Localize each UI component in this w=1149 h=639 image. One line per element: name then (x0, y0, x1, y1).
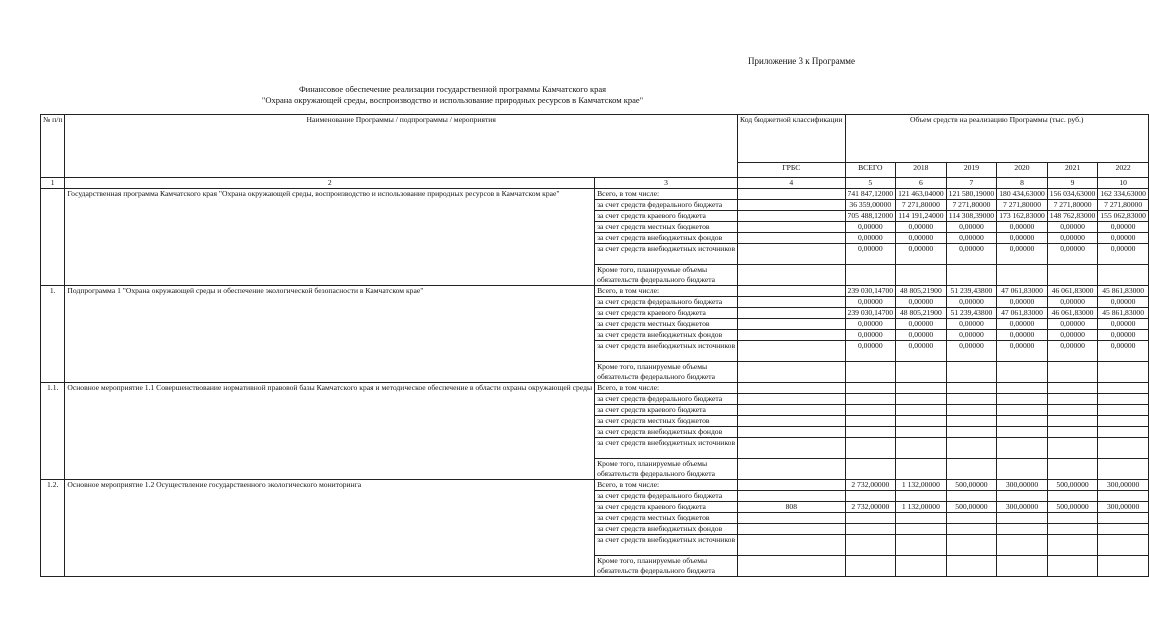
amount-year: 7 271,80000 (1047, 200, 1098, 211)
amount-year (1098, 427, 1149, 438)
amount-year: 500,00000 (946, 480, 997, 491)
amount-year: 180 434,63000 (997, 189, 1048, 200)
amount-year: 0,00000 (896, 341, 947, 362)
amount-total: 705 488,12000 (845, 211, 896, 222)
table-row (41, 286, 1149, 297)
header-year-2019: 2019 (946, 163, 997, 178)
amount-year: 0,00000 (1098, 297, 1149, 308)
amount-year (997, 524, 1048, 535)
amount-year (997, 459, 1048, 480)
amount-year (1098, 265, 1149, 286)
header-name: Наименование Программы / подпрограммы / мероприятия (65, 115, 738, 178)
table-row (41, 480, 1149, 491)
amount-year (896, 459, 947, 480)
amount-year (1047, 438, 1098, 459)
amount-year: 156 034,63000 (1047, 189, 1098, 200)
grbs-code (738, 416, 845, 427)
amount-total (845, 535, 896, 556)
funding-source-total: Всего, в том числе: (595, 189, 738, 200)
amount-year: 0,00000 (896, 222, 947, 233)
amount-year: 7 271,80000 (896, 200, 947, 211)
amount-year: 0,00000 (1047, 330, 1098, 341)
amount-year: 0,00000 (1098, 244, 1149, 265)
amount-year (946, 427, 997, 438)
funding-source-offbudget: за счет средств внебюджетных источников (595, 535, 738, 556)
amount-year (1098, 416, 1149, 427)
amount-year: 155 062,83000 (1098, 211, 1149, 222)
amount-year (997, 383, 1048, 394)
grbs-code (738, 244, 845, 265)
amount-year: 0,00000 (946, 319, 997, 330)
funding-source-federal: за счет средств федерального бюджета (595, 200, 738, 211)
amount-year: 0,00000 (997, 297, 1048, 308)
amount-year (1098, 556, 1149, 577)
amount-year (1047, 362, 1098, 383)
funding-source-federal: за счет средств федерального бюджета (595, 394, 738, 405)
row-number: 1. (41, 286, 65, 383)
amount-year (997, 491, 1048, 502)
amount-year (946, 491, 997, 502)
amount-total (845, 265, 896, 286)
amount-year: 0,00000 (1047, 297, 1098, 308)
amount-total: 0,00000 (845, 319, 896, 330)
amount-year (946, 459, 997, 480)
amount-total: 0,00000 (845, 244, 896, 265)
grbs-code (738, 319, 845, 330)
grbs-code (738, 405, 845, 416)
funding-source-federal: за счет средств федерального бюджета (595, 297, 738, 308)
funding-source-planned: Кроме того, планируемые объемы обязательств федерального бюджета (595, 556, 738, 577)
header-year-2021: 2021 (1047, 163, 1098, 178)
grbs-code (738, 480, 845, 491)
grbs-code (738, 491, 845, 502)
amount-year (896, 405, 947, 416)
amount-year (896, 416, 947, 427)
amount-year: 0,00000 (1047, 244, 1098, 265)
amount-year: 300,00000 (997, 480, 1048, 491)
amount-total (845, 459, 896, 480)
grbs-code (738, 189, 845, 200)
amount-year: 7 271,80000 (997, 200, 1048, 211)
grbs-code (738, 556, 845, 577)
amount-year (1047, 405, 1098, 416)
amount-year: 0,00000 (896, 233, 947, 244)
amount-year: 0,00000 (1047, 341, 1098, 362)
funding-source-regional: за счет средств краевого бюджета (595, 405, 738, 416)
amount-year (1098, 491, 1149, 502)
amount-year: 0,00000 (896, 244, 947, 265)
amount-year: 0,00000 (1098, 222, 1149, 233)
grbs-code: 808 (738, 502, 845, 513)
amount-year: 1 132,00000 (896, 480, 947, 491)
amount-year: 0,00000 (946, 341, 997, 362)
amount-total: 0,00000 (845, 233, 896, 244)
funding-source-federal: за счет средств федерального бюджета (595, 491, 738, 502)
funding-source-local: за счет средств местных бюджетов (595, 416, 738, 427)
amount-year: 1 132,00000 (896, 502, 947, 513)
amount-total (845, 427, 896, 438)
funding-source-planned: Кроме того, планируемые объемы обязательств федерального бюджета (595, 265, 738, 286)
amount-year (1047, 524, 1098, 535)
amount-year (896, 383, 947, 394)
amount-year: 0,00000 (946, 222, 997, 233)
amount-year: 162 334,63000 (1098, 189, 1149, 200)
program-name: Основное мероприятие 1.2 Осуществление государственного экологического мониторинга (65, 480, 595, 577)
amount-year: 300,00000 (997, 502, 1048, 513)
amount-year: 114 191,24000 (896, 211, 947, 222)
amount-year: 51 239,43800 (946, 286, 997, 297)
header-year-2018: 2018 (896, 163, 947, 178)
document-title-line1: Финансовое обеспечение реализации государственной программы Камчатского края (298, 84, 607, 94)
program-name: Подпрограмма 1 "Охрана окружающей среды и обеспечение экологической безопасности в Камчатском крае" (65, 286, 595, 383)
amount-year: 148 762,83000 (1047, 211, 1098, 222)
amount-year (946, 524, 997, 535)
amount-year: 114 308,39000 (946, 211, 997, 222)
column-number: 8 (997, 178, 1048, 189)
amount-year: 46 061,83000 (1047, 286, 1098, 297)
grbs-code (738, 438, 845, 459)
amount-year: 0,00000 (1047, 233, 1098, 244)
funding-source-total: Всего, в том числе: (595, 480, 738, 491)
amount-year: 500,00000 (1047, 480, 1098, 491)
amount-year (946, 416, 997, 427)
funding-source-funds: за счет средств внебюджетных фондов (595, 330, 738, 341)
amount-year (946, 394, 997, 405)
column-number: 10 (1098, 178, 1149, 189)
grbs-code (738, 265, 845, 286)
amount-total (845, 405, 896, 416)
funding-source-planned: Кроме того, планируемые объемы обязательств федерального бюджета (595, 459, 738, 480)
amount-year (896, 556, 947, 577)
amount-year (997, 394, 1048, 405)
amount-year (896, 362, 947, 383)
header-year-2020: 2020 (997, 163, 1048, 178)
amount-total (845, 438, 896, 459)
amount-year (997, 535, 1048, 556)
amount-total: 0,00000 (845, 297, 896, 308)
amount-year: 0,00000 (896, 297, 947, 308)
grbs-code (738, 200, 845, 211)
amount-year (1098, 438, 1149, 459)
header-grbs: ГРБС (738, 163, 845, 178)
amount-year (1047, 265, 1098, 286)
amount-year: 121 580,19000 (946, 189, 997, 200)
amount-year (1047, 459, 1098, 480)
column-number: 1 (41, 178, 65, 189)
table-body (41, 189, 1149, 577)
amount-year: 0,00000 (946, 297, 997, 308)
funding-source-regional: за счет средств краевого бюджета (595, 211, 738, 222)
amount-year: 7 271,80000 (1098, 200, 1149, 211)
amount-year (1098, 459, 1149, 480)
row-number: 1.2. (41, 480, 65, 577)
funding-source-funds: за счет средств внебюджетных фондов (595, 427, 738, 438)
amount-year (997, 362, 1048, 383)
amount-year (1098, 535, 1149, 556)
amount-total (845, 394, 896, 405)
amount-year: 0,00000 (997, 319, 1048, 330)
column-number: 5 (845, 178, 896, 189)
funding-source-offbudget: за счет средств внебюджетных источников (595, 341, 738, 362)
amount-year (896, 535, 947, 556)
amount-year: 0,00000 (1098, 341, 1149, 362)
amount-total: 2 732,00000 (845, 502, 896, 513)
amount-year (896, 491, 947, 502)
column-number: 6 (896, 178, 947, 189)
amount-total: 36 359,00000 (845, 200, 896, 211)
amount-year: 0,00000 (997, 341, 1048, 362)
amount-year (896, 427, 947, 438)
amount-total (845, 491, 896, 502)
row-number: 1.1. (41, 383, 65, 480)
amount-year (896, 524, 947, 535)
header-num: № п/п (41, 115, 65, 178)
amount-total: 239 030,14700 (845, 308, 896, 319)
amount-year (1047, 416, 1098, 427)
amount-year: 500,00000 (1047, 502, 1098, 513)
amount-total (845, 383, 896, 394)
column-number: 3 (595, 178, 738, 189)
grbs-code (738, 535, 845, 556)
row-number (41, 189, 65, 286)
amount-year: 0,00000 (1098, 233, 1149, 244)
amount-year: 7 271,80000 (946, 200, 997, 211)
amount-year (1047, 556, 1098, 577)
grbs-code (738, 394, 845, 405)
amount-year (997, 416, 1048, 427)
amount-year (1098, 405, 1149, 416)
funding-source-planned: Кроме того, планируемые объемы обязательств федерального бюджета (595, 362, 738, 383)
amount-year: 173 162,83000 (997, 211, 1048, 222)
amount-year: 0,00000 (997, 244, 1048, 265)
grbs-code (738, 459, 845, 480)
funding-source-local: за счет средств местных бюджетов (595, 319, 738, 330)
amount-year: 47 061,83000 (997, 286, 1048, 297)
amount-total: 0,00000 (845, 341, 896, 362)
amount-year (997, 265, 1048, 286)
amount-year (1098, 383, 1149, 394)
amount-year: 48 805,21900 (896, 308, 947, 319)
funding-source-funds: за счет средств внебюджетных фондов (595, 524, 738, 535)
amount-year: 47 061,83000 (997, 308, 1048, 319)
amount-year (997, 438, 1048, 459)
grbs-code (738, 211, 845, 222)
amount-total (845, 524, 896, 535)
amount-year: 300,00000 (1098, 480, 1149, 491)
amount-total: 741 847,12000 (845, 189, 896, 200)
amount-total: 0,00000 (845, 330, 896, 341)
amount-total (845, 513, 896, 524)
amount-year: 45 861,83000 (1098, 286, 1149, 297)
amount-total: 0,00000 (845, 222, 896, 233)
amount-year: 51 239,43800 (946, 308, 997, 319)
amount-year (1047, 535, 1098, 556)
amount-year (896, 513, 947, 524)
amount-year (1098, 394, 1149, 405)
table-row (41, 383, 1149, 394)
header-kbk: Код бюджетной классификации (738, 115, 845, 163)
grbs-code (738, 297, 845, 308)
amount-year (946, 362, 997, 383)
amount-year: 0,00000 (1098, 330, 1149, 341)
funding-source-local: за счет средств местных бюджетов (595, 513, 738, 524)
amount-year: 0,00000 (896, 330, 947, 341)
amount-year (1098, 362, 1149, 383)
amount-year: 0,00000 (946, 330, 997, 341)
amount-year (946, 513, 997, 524)
amount-total: 239 030,14700 (845, 286, 896, 297)
table-row (41, 189, 1149, 200)
amount-year (997, 405, 1048, 416)
appendix-label: Приложение 3 к Программе (748, 56, 855, 66)
amount-year: 0,00000 (946, 233, 997, 244)
amount-year (1047, 513, 1098, 524)
amount-year (1047, 427, 1098, 438)
amount-total (845, 556, 896, 577)
amount-year: 0,00000 (896, 319, 947, 330)
amount-year: 0,00000 (1047, 319, 1098, 330)
amount-year: 46 061,83000 (1047, 308, 1098, 319)
amount-year: 45 861,83000 (1098, 308, 1149, 319)
amount-year (896, 265, 947, 286)
amount-year (946, 438, 997, 459)
amount-year: 0,00000 (1047, 222, 1098, 233)
program-name: Основное мероприятие 1.1 Совершенствование нормативной правовой базы Камчатского края и методическое обеспечение в области охраны окружающей среды (65, 383, 595, 480)
amount-year: 0,00000 (946, 244, 997, 265)
amount-year (997, 427, 1048, 438)
funding-source-funds: за счет средств внебюджетных фондов (595, 233, 738, 244)
amount-year (1098, 513, 1149, 524)
funding-source-offbudget: за счет средств внебюджетных источников (595, 244, 738, 265)
header-year-2022: 2022 (1098, 163, 1149, 178)
amount-year (946, 383, 997, 394)
grbs-code (738, 362, 845, 383)
amount-year (1047, 394, 1098, 405)
grbs-code (738, 222, 845, 233)
amount-year (1098, 524, 1149, 535)
header-total: ВСЕГО (845, 163, 896, 178)
amount-year (896, 394, 947, 405)
amount-year (1047, 383, 1098, 394)
amount-year: 500,00000 (946, 502, 997, 513)
amount-year (946, 556, 997, 577)
amount-year (896, 438, 947, 459)
grbs-code (738, 308, 845, 319)
funding-source-local: за счет средств местных бюджетов (595, 222, 738, 233)
funding-source-regional: за счет средств краевого бюджета (595, 308, 738, 319)
amount-total (845, 362, 896, 383)
amount-year (946, 405, 997, 416)
funding-source-offbudget: за счет средств внебюджетных источников (595, 438, 738, 459)
document-title-line2: "Охрана окружающей среды, воспроизводство и использование природных ресурсов в Камчатском крае" (261, 95, 644, 105)
amount-year (946, 265, 997, 286)
amount-year (946, 535, 997, 556)
amount-year (1047, 491, 1098, 502)
financing-table (40, 114, 1149, 577)
amount-year: 0,00000 (997, 330, 1048, 341)
amount-year: 0,00000 (997, 222, 1048, 233)
header-volume: Объем средств на реализацию Программы (тыс. руб.) (845, 115, 1148, 163)
funding-source-total: Всего, в том числе: (595, 383, 738, 394)
amount-year (997, 556, 1048, 577)
funding-source-total: Всего, в том числе: (595, 286, 738, 297)
grbs-code (738, 330, 845, 341)
grbs-code (738, 524, 845, 535)
amount-year: 48 805,21900 (896, 286, 947, 297)
amount-total (845, 416, 896, 427)
column-number: 4 (738, 178, 845, 189)
amount-year: 121 463,04000 (896, 189, 947, 200)
amount-year (997, 513, 1048, 524)
grbs-code (738, 233, 845, 244)
funding-source-regional: за счет средств краевого бюджета (595, 502, 738, 513)
grbs-code (738, 513, 845, 524)
column-number: 2 (65, 178, 595, 189)
column-number: 9 (1047, 178, 1098, 189)
grbs-code (738, 341, 845, 362)
amount-year: 300,00000 (1098, 502, 1149, 513)
grbs-code (738, 286, 845, 297)
grbs-code (738, 427, 845, 438)
amount-year: 0,00000 (1098, 319, 1149, 330)
grbs-code (738, 383, 845, 394)
program-name: Государственная программа Камчатского края "Охрана окружающей среды, воспроизводство и использование природных ресурсов в Камчатском крае" (65, 189, 595, 286)
amount-year: 0,00000 (997, 233, 1048, 244)
amount-total: 2 732,00000 (845, 480, 896, 491)
column-number: 7 (946, 178, 997, 189)
